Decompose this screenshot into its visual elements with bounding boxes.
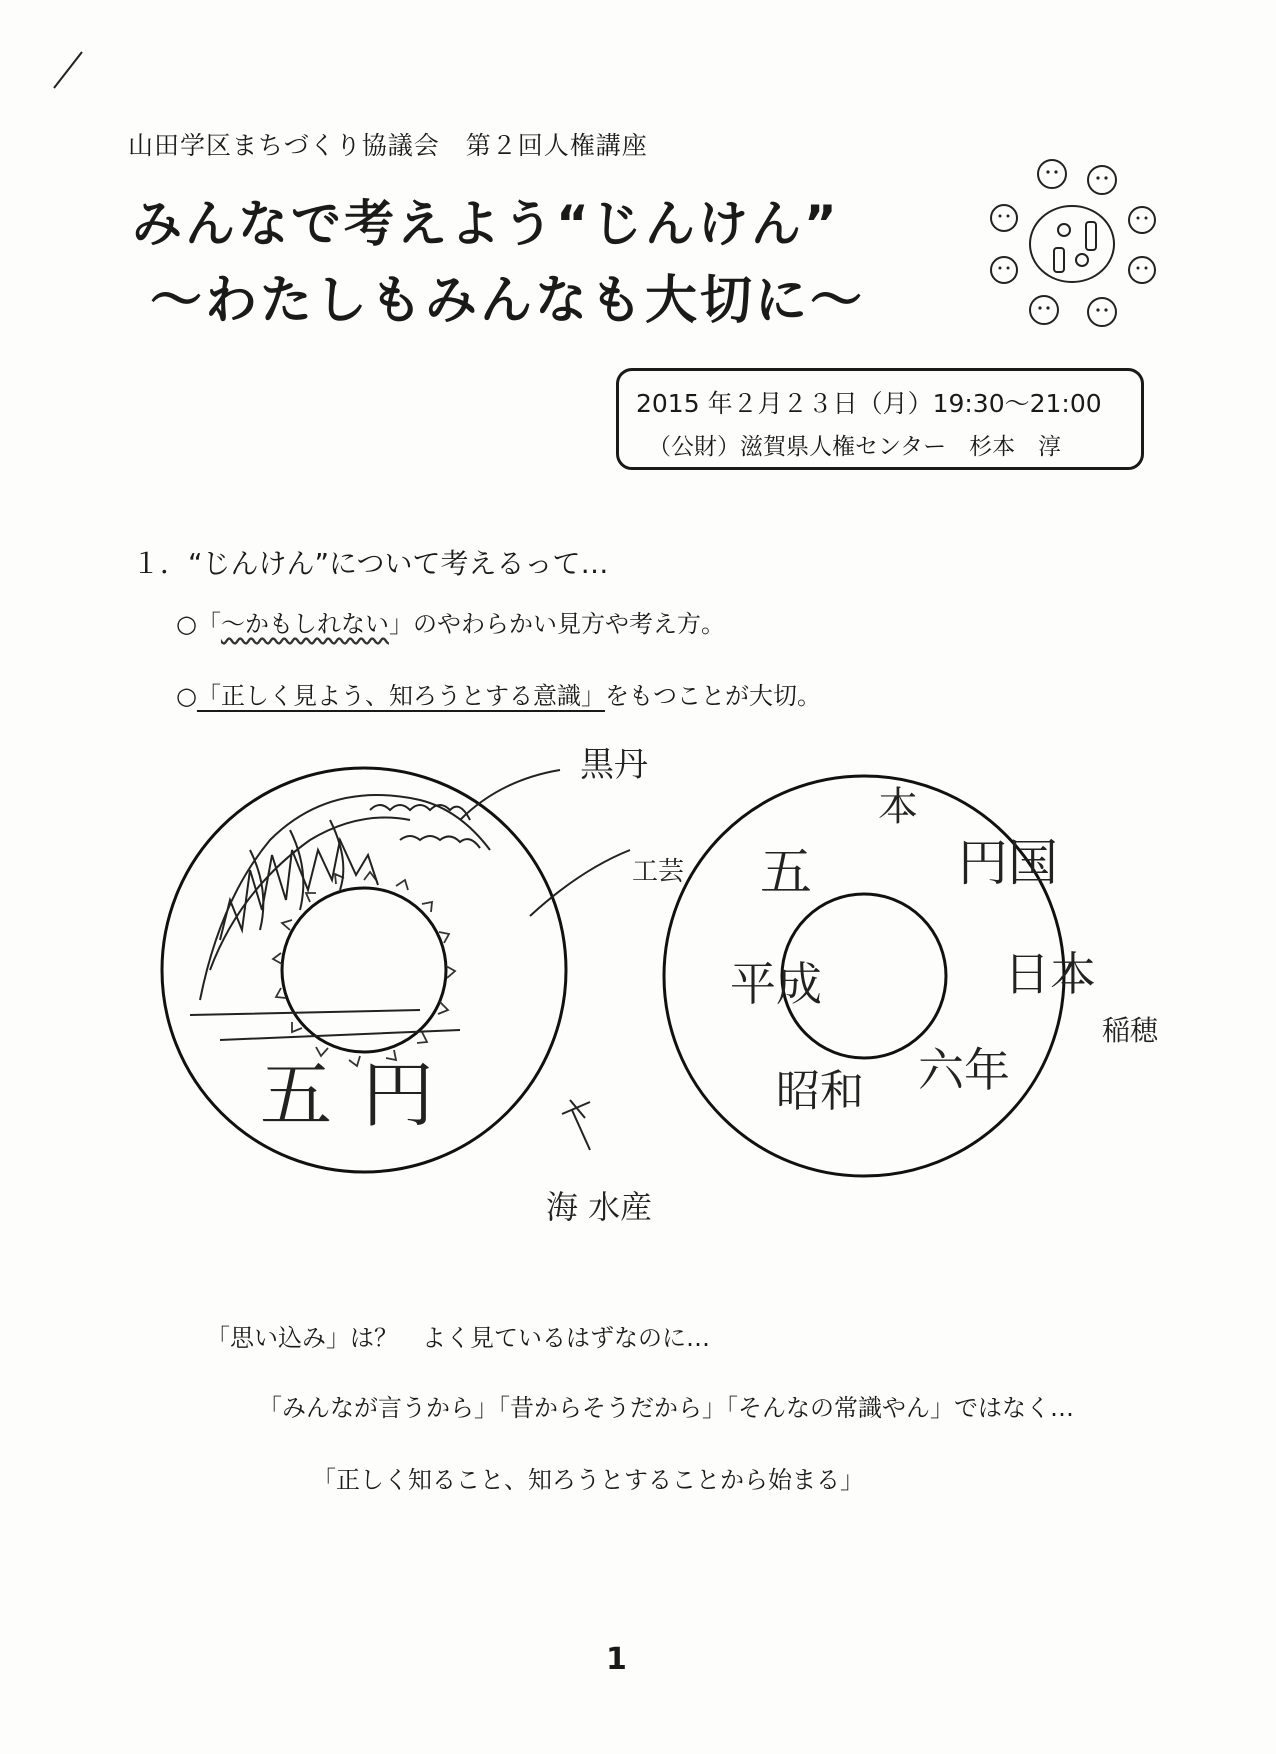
question-2: 「みんなが言うから」「昔からそうだから」「そんなの常識やん」ではなく… bbox=[258, 1394, 1074, 1422]
bullet-circle-icon: ○ bbox=[176, 610, 197, 638]
underlined-phrase: 「正しく見よう、知ろうとする意識」 bbox=[196, 682, 605, 710]
bullet-circle-icon: ○ bbox=[176, 682, 197, 710]
bullet-text: をもつことが大切。 bbox=[604, 682, 821, 710]
handwritten-label: 本 bbox=[878, 784, 918, 830]
handwritten-label: 六年 bbox=[918, 1043, 1010, 1097]
quote-open: 「 bbox=[196, 610, 221, 638]
bullet-item-1 bbox=[176, 604, 725, 639]
left-coin-pine-scribble bbox=[190, 795, 490, 1040]
handwritten-label: 日本 bbox=[1004, 947, 1096, 1001]
handwritten-label: 海 水産 bbox=[546, 1188, 653, 1226]
bullet-item-2 bbox=[176, 676, 821, 711]
left-coin-hole bbox=[282, 888, 446, 1052]
handwritten-label: 黒丹 bbox=[580, 745, 648, 785]
event-datetime: 2015 年２月２３日（月）19:30～21:00 bbox=[636, 389, 1102, 418]
question-1: 「思い込み」は？ よく見ているはずなのに… bbox=[206, 1324, 710, 1352]
quote-close: 」 bbox=[388, 610, 413, 638]
page-number: 1 bbox=[606, 1642, 627, 1677]
handwritten-label: 稲穂 bbox=[1102, 1014, 1159, 1047]
section-heading: １．“じんけん”について考えるって… bbox=[132, 547, 609, 580]
page-title-line2: ～わたしもみんなも大切に～ bbox=[150, 271, 866, 331]
left-top-leader bbox=[460, 770, 560, 820]
handwritten-label: 平成 bbox=[730, 957, 822, 1011]
handwritten-label: 五円 bbox=[260, 1053, 465, 1137]
pen-mark bbox=[52, 48, 86, 92]
people-around-table-illustration bbox=[982, 152, 1162, 332]
handwritten-label: 円国 bbox=[958, 834, 1058, 892]
handwritten-label: 昭和 bbox=[776, 1066, 864, 1117]
subtitle: 山田学区まちづくり協議会 第２回人権講座 bbox=[128, 131, 648, 160]
speaker: （公財）滋賀県人権センター 杉本 淳 bbox=[648, 434, 1062, 460]
page-title: みんなで考えよう“じんけん” bbox=[132, 195, 840, 253]
emphasized-phrase: ～かもしれない bbox=[220, 610, 389, 638]
coin-drawing-diagram bbox=[160, 740, 1160, 1240]
question-3: 「正しく知ること、知ろうとすることから始まる」 bbox=[312, 1466, 864, 1494]
handwritten-label: 五 bbox=[760, 843, 813, 903]
bullet-text: のやわらかい見方や考え方。 bbox=[412, 610, 725, 638]
handwritten-label: 工芸 bbox=[632, 857, 685, 887]
